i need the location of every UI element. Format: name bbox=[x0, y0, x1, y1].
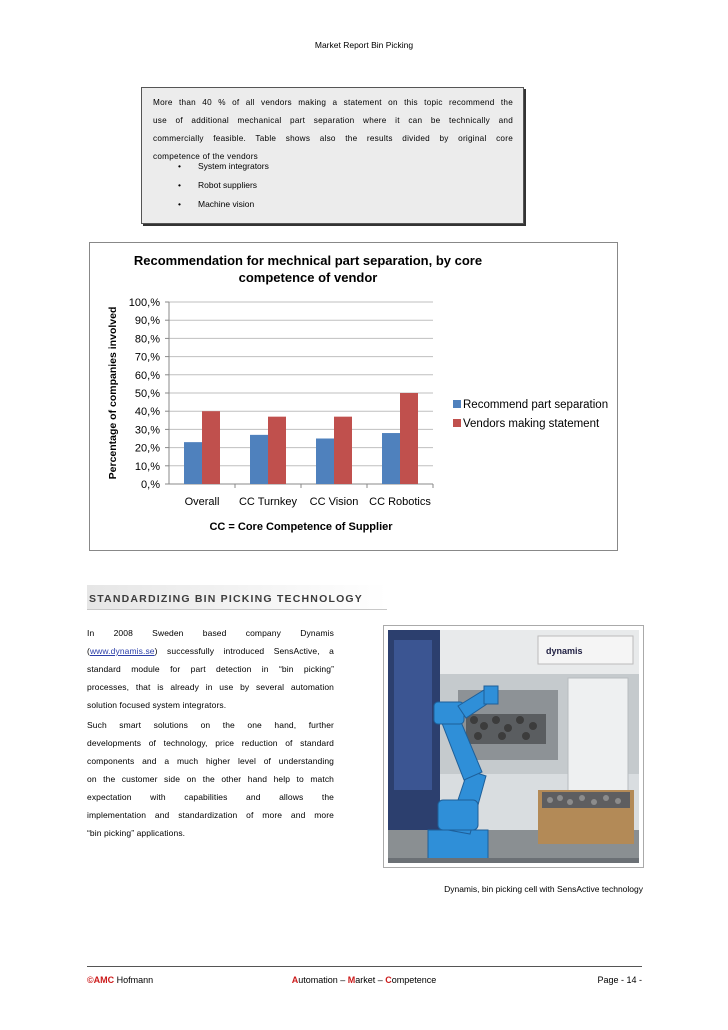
dynamis-link[interactable]: www.dynamis.se bbox=[89, 646, 155, 656]
x-tick-label: Overall bbox=[184, 496, 220, 508]
summary-line: competence of the vendors bbox=[153, 152, 259, 161]
paragraph-line: In 2008 Sweden based company Dynamis bbox=[87, 628, 334, 638]
bar bbox=[316, 439, 334, 485]
paragraph-line: “bin picking” applications. bbox=[87, 828, 186, 838]
bar bbox=[334, 417, 352, 484]
summary-line: use of additional mechanical part separation where it can be technically and bbox=[153, 116, 513, 125]
x-axis-label: CC = Core Competence of Supplier bbox=[209, 521, 393, 533]
photo-sign-text: dynamis bbox=[546, 646, 583, 656]
x-tick-label: CC Turnkey bbox=[238, 496, 298, 508]
paragraph-line: implementation and standardization of more and more bbox=[87, 810, 334, 820]
chart-frame bbox=[89, 242, 618, 551]
footer-divider bbox=[87, 966, 642, 967]
bullet-item bbox=[178, 180, 257, 190]
footer-word: utomation – bbox=[298, 975, 348, 985]
y-tick-label: 60,% bbox=[134, 369, 160, 382]
bullet-label: Machine vision bbox=[198, 199, 255, 209]
bullet-icon: • bbox=[178, 161, 181, 171]
y-tick-label: 90,% bbox=[134, 315, 160, 328]
page-header bbox=[0, 40, 728, 50]
y-tick-label: 30,% bbox=[134, 424, 160, 437]
paragraph-line bbox=[87, 646, 334, 656]
y-tick-label: 50,% bbox=[134, 388, 160, 400]
summary-line: commercially feasible. Table shows also the results divided by original core bbox=[153, 134, 513, 143]
bar bbox=[400, 393, 418, 484]
section-heading bbox=[87, 585, 387, 610]
y-tick-label: 0,% bbox=[141, 479, 160, 491]
bullet-icon: • bbox=[178, 180, 181, 190]
summary-line: More than 40 % of all vendors making a statement on this topic recommend the bbox=[153, 98, 513, 107]
x-tick-label: CC Vision bbox=[309, 496, 359, 508]
y-tick-label: 20,% bbox=[134, 442, 160, 455]
paren: ( bbox=[87, 646, 90, 656]
legend-swatch bbox=[453, 400, 461, 408]
paragraph-text: ) successfully introduced SensActive, a bbox=[154, 646, 334, 656]
paragraph-line: solution focused system integrators. bbox=[87, 700, 227, 710]
y-tick-label: 80,% bbox=[134, 333, 160, 346]
bin-picking-cell-photo bbox=[388, 630, 639, 863]
legend-label: Vendors making statement bbox=[463, 418, 600, 430]
section-heading-text: STANDARDIZING BIN PICKING TECHNOLOGY bbox=[89, 593, 364, 605]
paragraph-line: developments of technology, price reduction of standard bbox=[87, 738, 334, 748]
y-tick-label: 40,% bbox=[134, 406, 160, 419]
footer-author: Hofmann bbox=[114, 975, 154, 985]
bar-chart bbox=[90, 243, 617, 550]
bar bbox=[382, 433, 400, 484]
summary-text bbox=[153, 94, 513, 166]
paragraph-line: Such smart solutions on the one hand, further bbox=[87, 720, 334, 730]
y-tick-label: 100,% bbox=[128, 297, 160, 309]
page-number: Page - 14 - bbox=[597, 975, 642, 985]
bar bbox=[202, 411, 220, 484]
y-tick-label: 10,% bbox=[134, 460, 160, 473]
x-tick-label: CC Robotics bbox=[369, 496, 431, 508]
paragraph-line: expectation with capabilities and allows the bbox=[87, 792, 334, 802]
y-axis-label: Percentage of companies involved bbox=[107, 306, 119, 480]
footer-initial: A bbox=[291, 975, 299, 985]
paragraph-line: processes, that is already in use by several automation bbox=[87, 682, 334, 692]
bar bbox=[250, 435, 268, 484]
footer-brand: AMC bbox=[93, 975, 115, 985]
footer-initial: C bbox=[385, 975, 392, 985]
bullet-item bbox=[178, 161, 269, 171]
footer-word: ompetence bbox=[391, 975, 437, 985]
bullet-label: System integrators bbox=[198, 161, 269, 171]
y-tick-label: 70,% bbox=[134, 351, 160, 364]
bar bbox=[184, 442, 202, 484]
bullet-item bbox=[178, 199, 254, 209]
bullet-icon: • bbox=[178, 199, 181, 209]
paragraph-line: on the customer side on the other hand help to match bbox=[87, 774, 334, 784]
paragraph-line: standard module for part detection in “bin picking” bbox=[87, 664, 334, 674]
legend-label: Recommend part separation bbox=[463, 399, 609, 411]
photo-frame bbox=[383, 625, 644, 868]
footer-initial: M bbox=[347, 975, 356, 985]
header-title: Market Report Bin Picking bbox=[314, 40, 414, 50]
chart-title: competence of vendor bbox=[238, 270, 378, 285]
copyright-symbol: © bbox=[87, 975, 94, 985]
bullet-label: Robot suppliers bbox=[198, 180, 258, 190]
footer-word: arket – bbox=[355, 975, 386, 985]
bar bbox=[268, 417, 286, 484]
photo-caption: Dynamis, bin picking cell with SensActive technology bbox=[444, 884, 643, 894]
legend-swatch bbox=[453, 419, 461, 427]
paragraph-line: components and a much higher level of understanding bbox=[87, 756, 334, 766]
chart-title: Recommendation for mechnical part separation, by core bbox=[133, 253, 483, 268]
